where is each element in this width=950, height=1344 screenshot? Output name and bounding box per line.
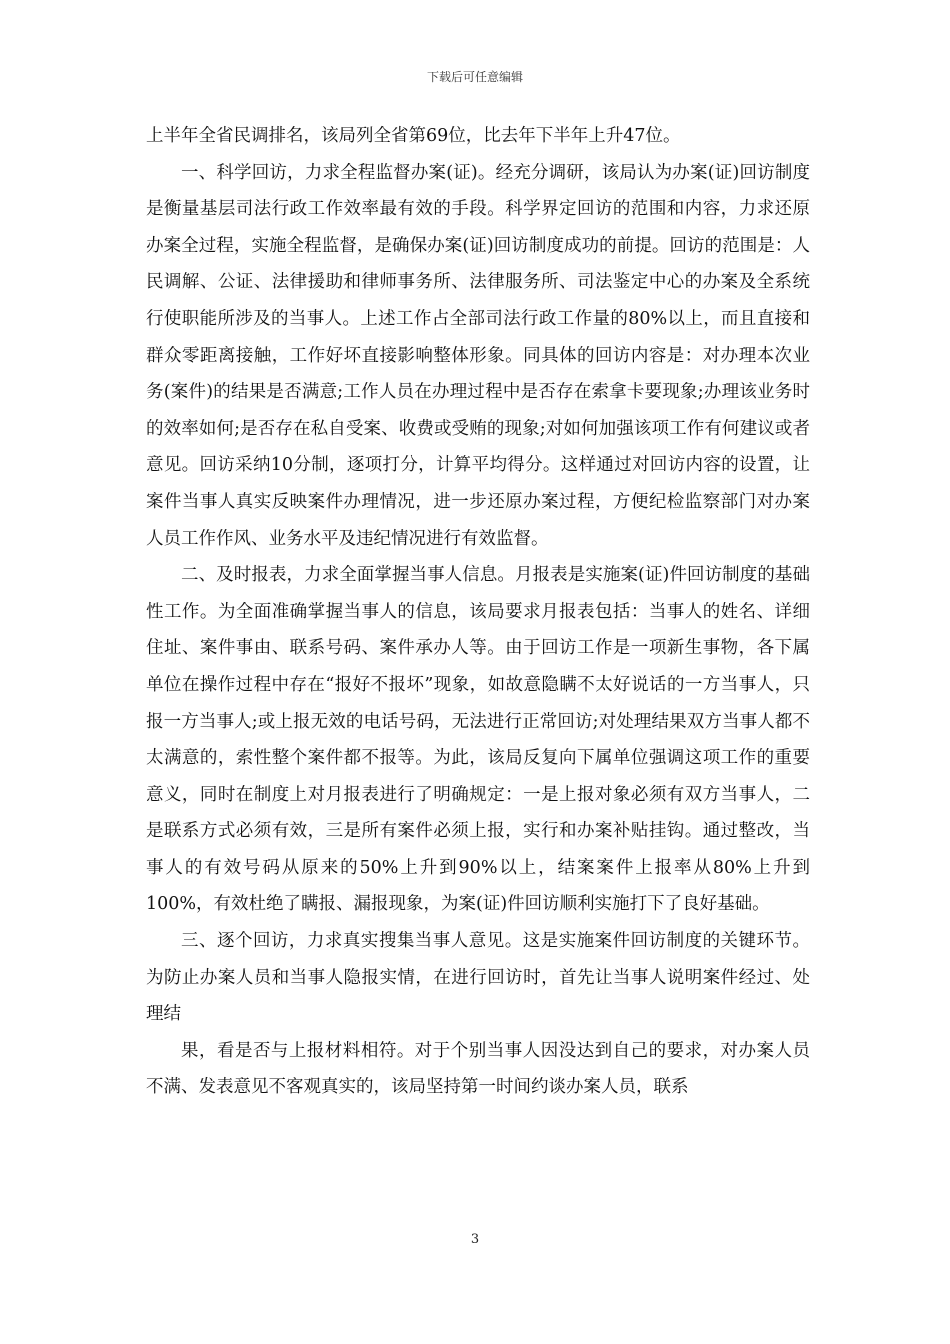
paragraph-continuation: 上半年全省民调排名，该局列全省第69位，比去年下半年上升47位。 — [146, 126, 681, 146]
paragraph-section-three: 三、逐个回访，力求真实搜集当事人意见。这是实施案件回访制度的关键环节。为防止办案人员和当事人隐报实情，在进行回访时，首先让当事人说明案件经过、处理结 — [146, 931, 810, 1025]
page-number: 3 — [470, 1232, 480, 1247]
page-header: 下载后可任意编辑 — [426, 70, 523, 84]
paragraph-section-one: 一、科学回访，力求全程监督办案(证)。经充分调研，该局认为办案(证)回访制度是衡量基层司法行政工作效率最有效的手段。科学界定回访的范围和内容，力求还原办案全过程，实施全程监督，是确保办案(证)回访制度成功的前提。回访的范围是：人民调解、公证、法律援助和律师事务所、法律服务所、司法鉴定中心的办案及全系统行使职能所涉及的当事人。上述工作占全部司法行政工作量的80%以上，而且直接和群众零距离接触，工作好坏直接影响整体形象。同具体的回访内容是：对办理本次业务(案件)的结果是否满意;工作人员在办理过程中是否存在索拿卡要现象;办理该业务时的效率如何;是否存在私自受案、收费或受贿的现象;对如何加强该项工作有何建议或者意见。回访采纳10分制，逐项打分，计算平均得分。这样通过对回访内容的设置，让案件当事人真实反映案件办理情况，进一步还原办案过程，方便纪检监察部门对办案人员工作作风、业务水平及违纪情况进行有效监督。 — [146, 162, 810, 549]
document-body — [146, 118, 810, 1106]
paragraph-section-two: 二、及时报表，力求全面掌握当事人信息。月报表是实施案(证)件回访制度的基础性工作。为全面准确掌握当事人的信息，该局要求月报表包括：当事人的姓名、详细住址、案件事由、联系号码、案件承办人等。由于回访工作是一项新生事物，各下属单位在操作过程中存在“报好不报坏”现象，如故意隐瞒不太好说话的一方当事人，只报一方当事人;或上报无效的电话号码，无法进行正常回访;对处理结果双方当事人都不太满意的，索性整个案件都不报等。为此，该局反复向下属单位强调这项工作的重要意义，同时在制度上对月报表进行了明确规定：一是上报对象必须有双方当事人，二是联系方式必须有效，三是所有案件必须上报，实行和办案补贴挂钩。通过整改，当事人的有效号码从原来的50%上升到90%以上，结案案件上报率从80%上升到100%，有效杜绝了瞒报、漏报现象，为案(证)件回访顺利实施打下了良好基础。 — [146, 565, 810, 915]
paragraph-section-three-continued: 果，看是否与上报材料相符。对于个别当事人因没达到自己的要求，对办案人员不满、发表意见不客观真实的，该局坚持第一时间约谈办案人员，联系 — [146, 1040, 810, 1098]
